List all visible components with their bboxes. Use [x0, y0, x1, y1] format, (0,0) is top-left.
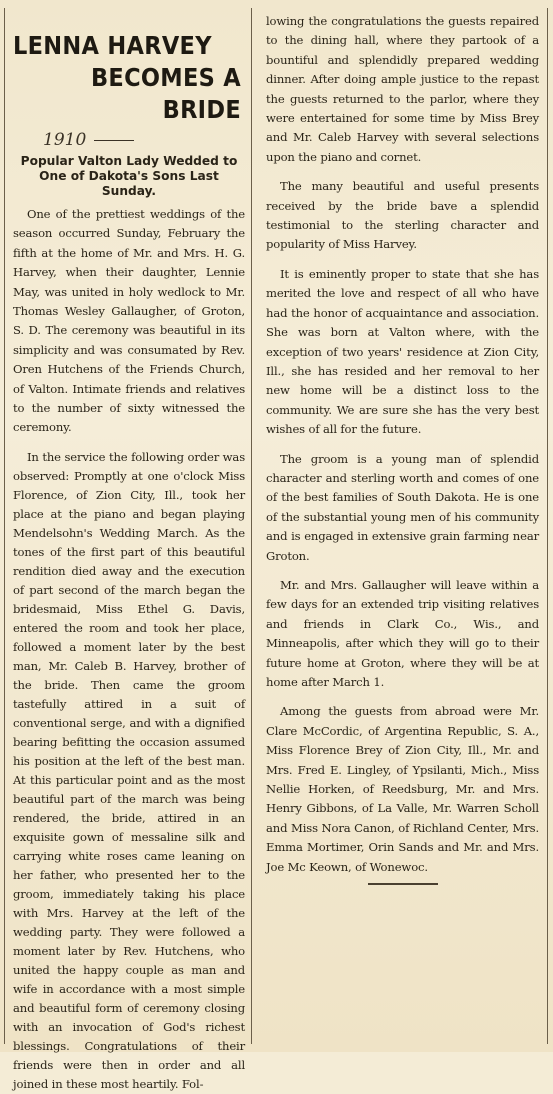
- handwritten-year: 1910: [43, 130, 245, 150]
- paragraph-wedding-intro: One of the prettiest weddings of the season occurred Sunday, February the fifth at the home of Mr. and Mrs. H. G. Harvey, when their daughter, Lennie May, was united in holy wedlock to Mr. Thomas Wesley Gallaugher, of Groton, S. D. The ceremony was beautiful in its simplicity and was consumated by Rev. Oren Hutchens of the Friends Church, of Valton. Intimate friends and relatives to the number of sixty witnessed the ceremony.: [13, 207, 245, 435]
- paragraph-dinner: lowing the congratulations the guests repaired to the dining hall, where they partook of a bountiful and splendidly prepared wedding dinner. After doing ample justice to the repast the guests returned to the parlor, where they were entertained for some time by Miss Brey and Mr. Caleb Harvey with several selections upon the piano and cornet.: [266, 14, 539, 164]
- left-column: [4, 8, 252, 1091]
- headline: [13, 30, 245, 126]
- paragraph-presents: The many beautiful and useful presents received by the bride bave a splendid testimonial to the sterling character and popularity of Miss Harvey.: [266, 179, 539, 252]
- paragraph-groom: The groom is a young man of splendid character and sterling worth and comes of one of the best families of South Dakota. He is one of the substantial young men of his community and is engaged in extensive grain farming near Groton.: [266, 451, 539, 563]
- headline-line-2: BECOMES A BRIDE: [90, 63, 241, 124]
- paragraph-service-order: In the service the following order was observed: Promptly at one o'clock Miss Florence, of Zion City, Ill., took her place at the piano and began playing Mendelsohn's Wedding March. As the tones of the first part of this beautiful rendition died away and the execution of part second of the march began the bridesmaid, Miss Ethel G. Davis, entered the room and took her place, followed a moment later by the best man, Mr. Caleb B. Harvey, brother of the bride. Then came the groom tastefully attired in a suit of conventional serge, and with a dignified bearing befitting the occasion assumed his position at the left of the best man. At this particular point and as the most beautiful part of the march was being rendered, the bride, attired in an exquisite gown of messaline silk and carrying white roses came leaning on her father, who presented her to the groom, immediately taking his place with Mrs. Harvey at the left of the wedding party. They were followed a moment later by Rev. Hutchens, who united the happy couple as man and wife in accordance with a most simple and beautiful form of ceremony closing with an invocation of God's richest blessings. Congratulations of their friends were then in order and all joined in these most heartily. Fol-: [13, 449, 245, 1091]
- right-column: [258, 8, 548, 1044]
- headline-line-1: LENNA HARVEY: [13, 31, 212, 60]
- paragraph-guests: Among the guests from abroad were Mr. Clare McCordic, of Argentina Republic, S. A., Miss Florence Brey of Zion City, Ill., Mr. and Mrs. Fred E. Lingley, of Ypsilanti, Mich., Miss Nellie Horken, of Reedsburg, Mr. and Mrs. Henry Gibbons, of La Valle, Mr. Warren Scholl and Miss Nora Canon, of Richland Center, Mrs. Emma Mortimer, Orin Sands and Mr. and Mrs. Joe Mc Keown, of Wonewoc.: [266, 704, 539, 874]
- end-rule: [368, 883, 438, 885]
- paragraph-trip: Mr. and Mrs. Gallaugher will leave within a few days for an extended trip visiting relatives and friends in Clark Co., Wis., and Minneapolis, after which they will go to their future home at Groton, where they will be at home after March 1.: [266, 577, 539, 689]
- paragraph-bride: It is eminently proper to state that she has merited the love and respect of all who have had the honor of acquaintance and association. She was born at Valton where, with the exception of two years' residence at Zion City, Ill., she has resided and her removal to her new home will be a distinct loss to the community. We are sure she has the very best wishes of all for the future.: [266, 266, 539, 437]
- subheadline: Popular Valton Lady Wedded to One of Dakota's Sons Last Sunday.: [20, 154, 238, 198]
